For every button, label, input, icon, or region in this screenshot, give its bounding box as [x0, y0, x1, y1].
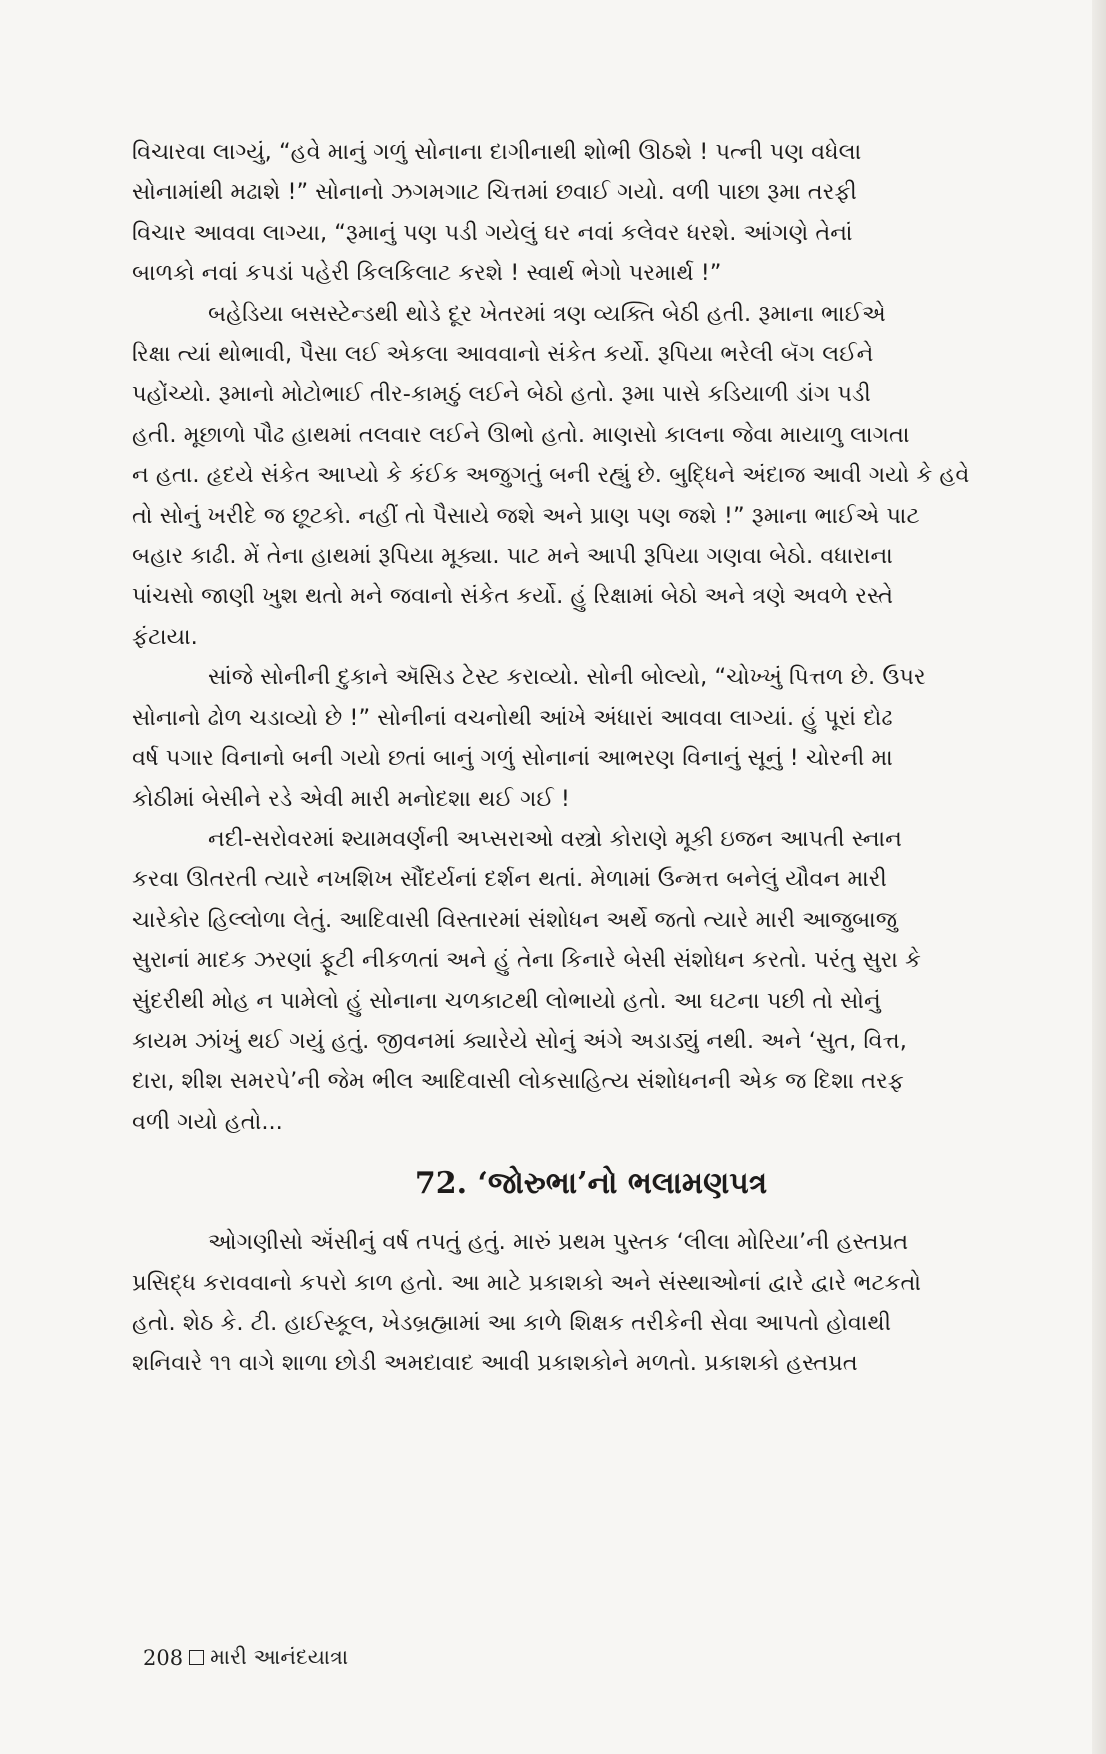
page-edge: [1092, 0, 1106, 1754]
chapter-heading: 72. ‘જોરુભા’નો ભલામણપત્ર: [414, 1166, 768, 1202]
page-footer: [143, 1645, 348, 1670]
page-body: [132, 132, 1050, 1384]
paragraph-continuation: વિચારવા લાગ્યું, “હવે માનું ગળું સોનાના દાગીનાથી શોભી ઊઠશે ! પત્ની પણ વધેલા સોનામાંથી મઢાશે !” સોનાનો ઝગમગાટ ચિત્તમાં છવાઈ ગયો. વળી પાછા રૂમા તરફી વિચાર આવવા લાગ્યા, “રૂમાનું પણ પડી ગયેલું ઘર નવાં કલેવર ધરશે. આંગણે તેનાં બાળકો નવાં કપડાં પહેરી કિલકિલાટ કરશે ! સ્વાર્થ ભેગો પરમાર્થ !”: [132, 139, 862, 287]
paragraph-chapter-opening: ઓગણીસો ઍંસીનું વર્ષ તપતું હતું. મારું પ્રથમ પુસ્તક ‘લીલા મોરિયા’ની હસ્તપ્રત પ્રસિદ્ધ કરાવવાનો કપરો કાળ હતો. આ માટે પ્રકાશકો અને સંસ્થાઓનાં દ્વારે દ્વારે ભટકતો હતો. શેઠ કે. ટી. હાઈસ્કૂલ, ખેડબ્રહ્મામાં આ કાળે શિક્ષક તરીકેની સેવા આપતો હોવાથી શનિવારે ૧૧ વાગે શાળા છોડી અમદાવાદ આવી પ્રકાશકોને મળતો. પ્રકાશકો હસ્તપ્રત: [132, 1229, 922, 1377]
book-title: મારી આનંદયાત્રા: [210, 1645, 349, 1669]
paragraph-reflection: નદી-સરોવરમાં શ્યામવર્ણની અપ્સરાઓ વસ્ત્રો કોરાણે મૂકી ઇજન આપતી સ્નાન કરવા ઊતરતી ત્યારે નખશિખ સૌંદર્યનાં દર્શન થતાં. મેળામાં ઉન્મત્ત બનેલું યૌવન મારી ચારેકોર હિલ્લોળા લેતું. આદિવાસી વિસ્તારમાં સંશોધન અર્થે જતો ત્યારે મારી આજુબાજુ સુરાનાં માદક ઝરણાં ફૂટી નીકળતાં અને હું તેના કિનારે બેસી સંશોધન કરતો. પરંતુ સુરા કે સુંદરીથી મોહ ન પામેલો હું સોનાના ચળકાટથી લોભાયો હતો. આ ઘટના પછી તો સોનું કાયમ ઝાંખું થઈ ગયું હતું. જીવનમાં ક્યારેયે સોનું અંગે અડાડ્યું નથી. અને ‘સુત, વિત્ત, દારા, શીશ સમરપે’ની જેમ ભીલ આદિવાસી લોકસાહિત્ય સંશોધનની એક જ દિશા તરફ વળી ગયો હતો...: [132, 825, 921, 1135]
paragraph-acid-test: સાંજે સોનીની દુકાને ઍસિડ ટેસ્ટ કરાવ્યો. સોની બોલ્યો, “ચોખ્ખું પિત્તળ છે. ઉપર સોનાનો ઢોળ ચડાવ્યો છે !” સોનીનાં વચનોથી આંખે અંધારાં આવવા લાગ્યાં. હું પૂરાં દોઢ વર્ષ પગાર વિનાનો બની ગયો છતાં બાનું ગળું સોનાનાં આભરણ વિનાનું સૂનું ! ચોરની મા કોઠીમાં બેસીને રડે એવી મારી મનોદશા થઈ ગઈ !: [132, 664, 926, 812]
paragraph-bus-stand: બહેડિયા બસસ્ટેન્ડથી થોડે દૂર ખેતરમાં ત્રણ વ્યક્તિ બેઠી હતી. રૂમાના ભાઈએ રિક્ષા ત્યાં થોભાવી, પૈસા લઈ એકલા આવવાનો સંકેત કર્યો. રૂપિયા ભરેલી બૅગ લઈને પહોંચ્યો. રૂમાનો મોટોભાઈ તીર-કામઠું લઈને બેઠો હતો. રૂમા પાસે કડિયાળી ડાંગ પડી હતી. મૂછાળો પૌઢ હાથમાં તલવાર લઈને ઊભો હતો. માણસો કાલના જેવા માયાળુ લાગતા ન હતા. હૃદયે સંકેત આપ્યો કે કંઈક અજુગતું બની રહ્યું છે. બુદ્ધિને અંદાજ આવી ગયો કે હવે તો સોનું ખરીદે જ છૂટકો. નહીં તો પૈસાયે જશે અને પ્રાણ પણ જશે !” રૂમાના ભાઈએ પાટ બહાર કાઢી. મેં તેના હાથમાં રૂપિયા મૂક્યા. પાટ મને આપી રૂપિયા ગણવા બેઠો. વધારાના પાંચસો જાણી ખુશ થતો મને જવાનો સંકેત કર્યો. હું રિક્ષામાં બેઠો અને ત્રણે અવળે રસ્તે ફંટાયા.: [132, 300, 970, 650]
page-number: 208: [143, 1645, 184, 1670]
square-ornament-icon: [189, 1650, 204, 1665]
